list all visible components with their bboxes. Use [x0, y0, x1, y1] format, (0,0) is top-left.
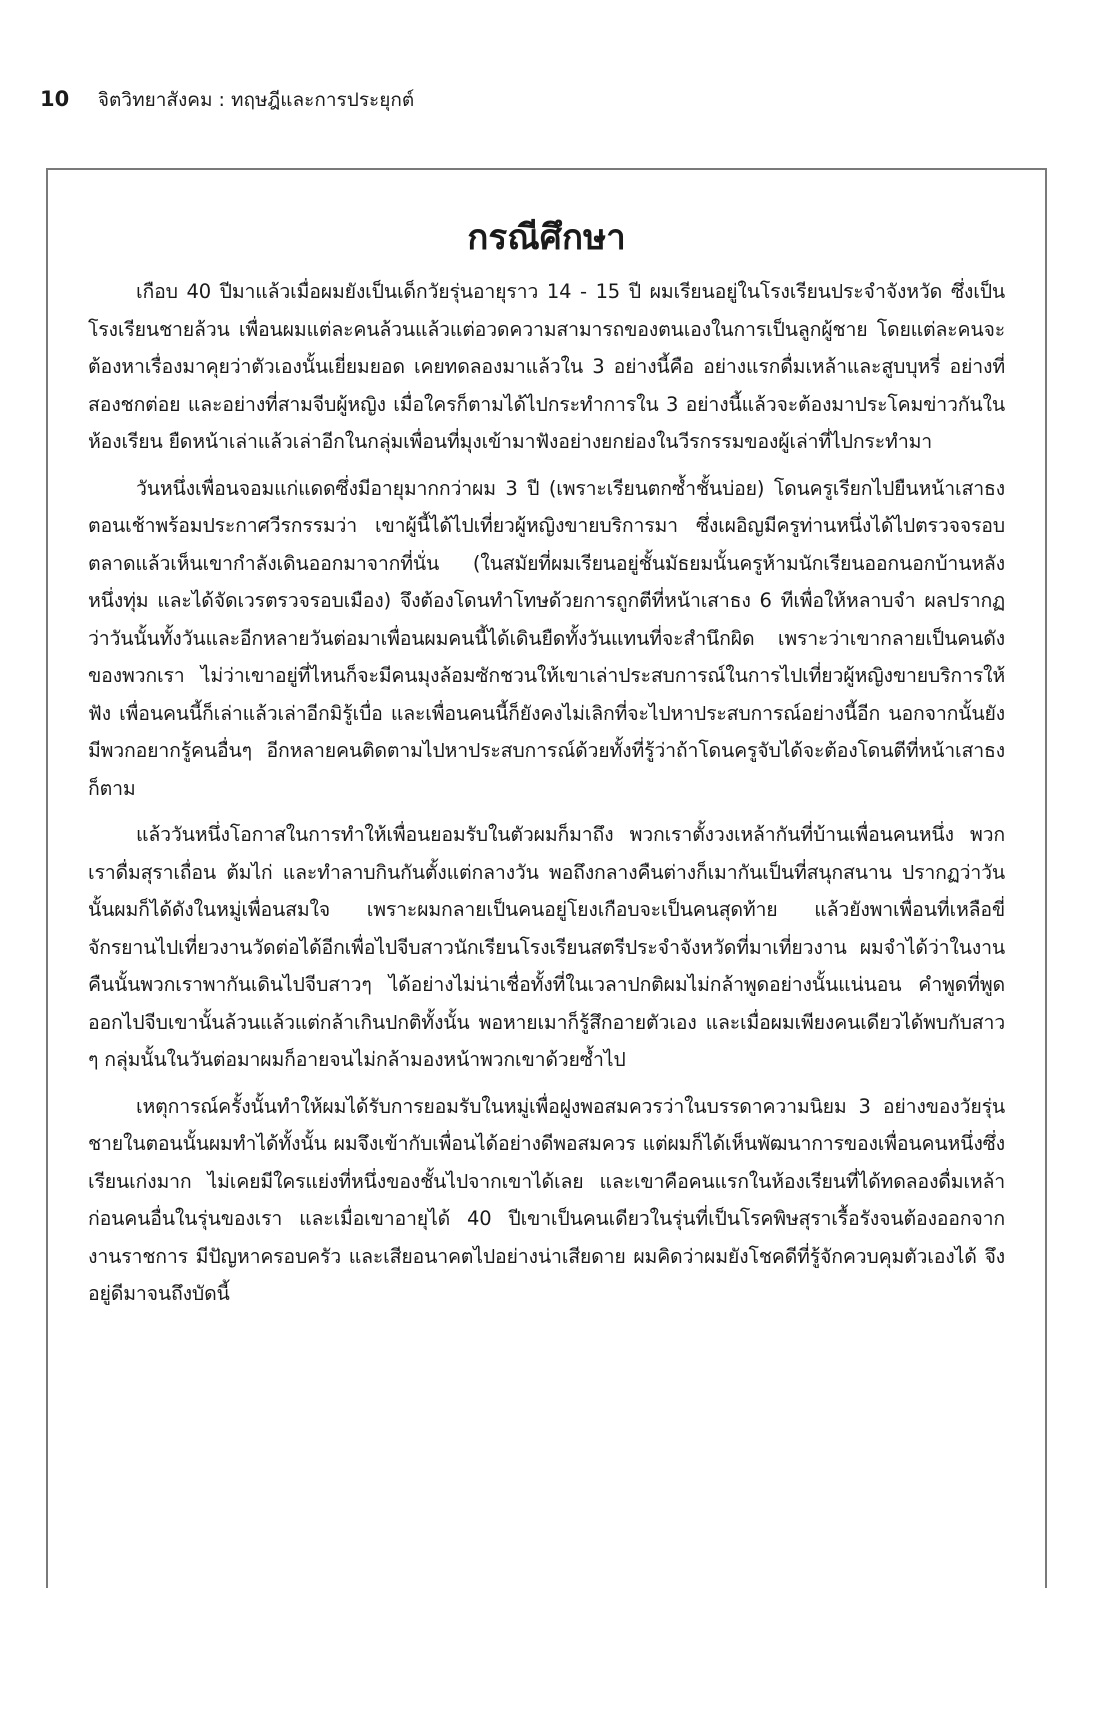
case-study-title: กรณีศึกษา: [467, 218, 626, 258]
paragraph-2: วันหนึ่งเพื่อนจอมแก่แดดซึ่งมีอายุมากกว่าผม 3 ปี (เพราะเรียนตกซ้ำชั้นบ่อย) โดนครูเรียกไปยืนหน้าเสาธงตอนเช้าพร้อมประกาศวีรกรรมว่า เขาผู้นี้ได้ไปเที่ยวผู้หญิงขายบริการมา ซึ่งเผอิญมีครูท่านหนึ่งได้ไปตรวจจรอบตลาดแล้วเห็นเขากำลังเดินออกมาจากที่นั่น (ในสมัยที่ผมเรียนอยู่ชั้นมัธยมนั้นครูห้ามนักเรียนออกนอกบ้านหลังหนึ่งทุ่ม และได้จัดเวรตรวจรอบเมือง) จึงต้องโดนทำโทษด้วยการถูกตีที่หน้าเสาธง 6 ทีเพื่อให้หลาบจำ ผลปรากฏว่าวันนั้นทั้งวันและอีกหลายวันต่อมาเพื่อนผมคนนี้ได้เดินยืดทั้งวันแทนที่จะสำนึกผิด เพราะว่าเขากลายเป็นคนดังของพวกเรา ไม่ว่าเขาอยู่ที่ไหนก็จะมีคนมุงล้อมซักชวนให้เขาเล่าประสบการณ์ในการไปเที่ยวผู้หญิงขายบริการให้ฟัง เพื่อนคนนี้ก็เล่าแล้วเล่าอีกมิรู้เบื่อ และเพื่อนคนนี้ก็ยังคงไม่เลิกที่จะไปหาประสบการณ์อย่างนี้อีก นอกจากนั้นยังมีพวกอยากรู้คนอื่นๆ อีกหลายคนติดตามไปหาประสบการณ์ด้วยทั้งที่รู้ว่าถ้าโดนครูจับได้จะต้องโดนตีที่หน้าเสาธงก็ตาม: [88, 476, 1005, 800]
running-title: จิตวิทยาสังคม : ทฤษฎีและการประยุกต์: [97, 89, 415, 111]
page-number: 10: [40, 87, 70, 111]
case-study-box: [46, 168, 1047, 1588]
paragraph-1: เกือบ 40 ปีมาแล้วเมื่อผมยังเป็นเด็กวัยรุ่นอายุราว 14 - 15 ปี ผมเรียนอยู่ในโรงเรียนประจำจังหวัด ซึ่งเป็นโรงเรียนชายล้วน เพื่อนผมแต่ละคนล้วนแล้วแต่อวดความสามารถของตนเองในการเป็นลูกผู้ชาย โดยแต่ละคนจะต้องหาเรื่องมาคุยว่าตัวเองนั้นเยี่ยมยอด เคยทดลองมาแล้วใน 3 อย่างนี้คือ อย่างแรกดื่มเหล้าและสูบบุหรี่ อย่างที่สองชกต่อย และอย่างที่สามจีบผู้หญิง เมื่อใครก็ตามได้ไปกระทำการใน 3 อย่างนี้แล้วจะต้องมาประโคมข่าวกันในห้องเรียน ยืดหน้าเล่าแล้วเล่าอีกในกลุ่มเพื่อนที่มุงเข้ามาฟังอย่างยกย่องในวีรกรรมของผู้เล่าที่ไปกระทำมา: [88, 280, 1005, 453]
case-study-body: [88, 273, 1005, 1322]
paragraph-4: เหตุการณ์ครั้งนั้นทำให้ผมได้รับการยอมรับในหมู่เพื่อฝูงพอสมควรว่าในบรรดาความนิยม 3 อย่างของวัยรุ่นชายในตอนนั้นผมทำได้ทั้งนั้น ผมจึงเข้ากับเพื่อนได้อย่างดีพอสมควร แต่ผมก็ได้เห็นพัฒนาการของเพื่อนคนหนึ่งซึ่งเรียนเก่งมาก ไม่เคยมีใครแย่งที่หนึ่งของชั้นไปจากเขาได้เลย และเขาคือคนแรกในห้องเรียนที่ได้ทดลองดื่มเหล้าก่อนคนอื่นในรุ่นของเรา และเมื่อเขาอายุได้ 40 ปีเขาเป็นคนเดียวในรุ่นที่เป็นโรคพิษสุราเรื้อรังจนต้องออกจากงานราชการ มีปัญหาครอบครัว และเสียอนาคตไปอย่างน่าเสียดาย ผมคิดว่าผมยังโชคดีที่รู้จักควบคุมตัวเองได้ จึงอยู่ดีมาจนถึงบัดนี้: [88, 1094, 1005, 1305]
paragraph-3: แล้ววันหนึ่งโอกาสในการทำให้เพื่อนยอมรับในตัวผมก็มาถึง พวกเราตั้งวงเหล้ากันที่บ้านเพื่อนคนหนึ่ง พวกเราดื่มสุราเถื่อน ต้มไก่ และทำลาบกินกันตั้งแต่กลางวัน พอถึงกลางคืนต่างก็เมากันเป็นที่สนุกสนาน ปรากฏว่าวันนั้นผมก็ได้ดังในหมู่เพื่อนสมใจ เพราะผมกลายเป็นคนอยู่โยงเกือบจะเป็นคนสุดท้าย แล้วยังพาเพื่อนที่เหลือขี่จักรยานไปเที่ยวงานวัดต่อได้อีกเพื่อไปจีบสาวนักเรียนโรงเรียนสตรีประจำจังหวัดที่มาเที่ยวงาน ผมจำได้ว่าในงานคืนนั้นพวกเราพากันเดินไปจีบสาวๆ ได้อย่างไม่น่าเชื่อทั้งที่ในเวลาปกติผมไม่กล้าพูดอย่างนั้นแน่นอน คำพูดที่พูดออกไปจีบเขานั้นล้วนแล้วแต่กล้าเกินปกติทั้งนั้น พอหายเมาก็รู้สึกอายตัวเอง และเมื่อผมเพียงคนเดียวได้พบกับสาว ๆ กลุ่มนั้นในวันต่อมาผมก็อายจนไม่กล้ามองหน้าพวกเขาด้วยซ้ำไป: [88, 823, 1005, 1071]
page-header: [40, 86, 414, 113]
